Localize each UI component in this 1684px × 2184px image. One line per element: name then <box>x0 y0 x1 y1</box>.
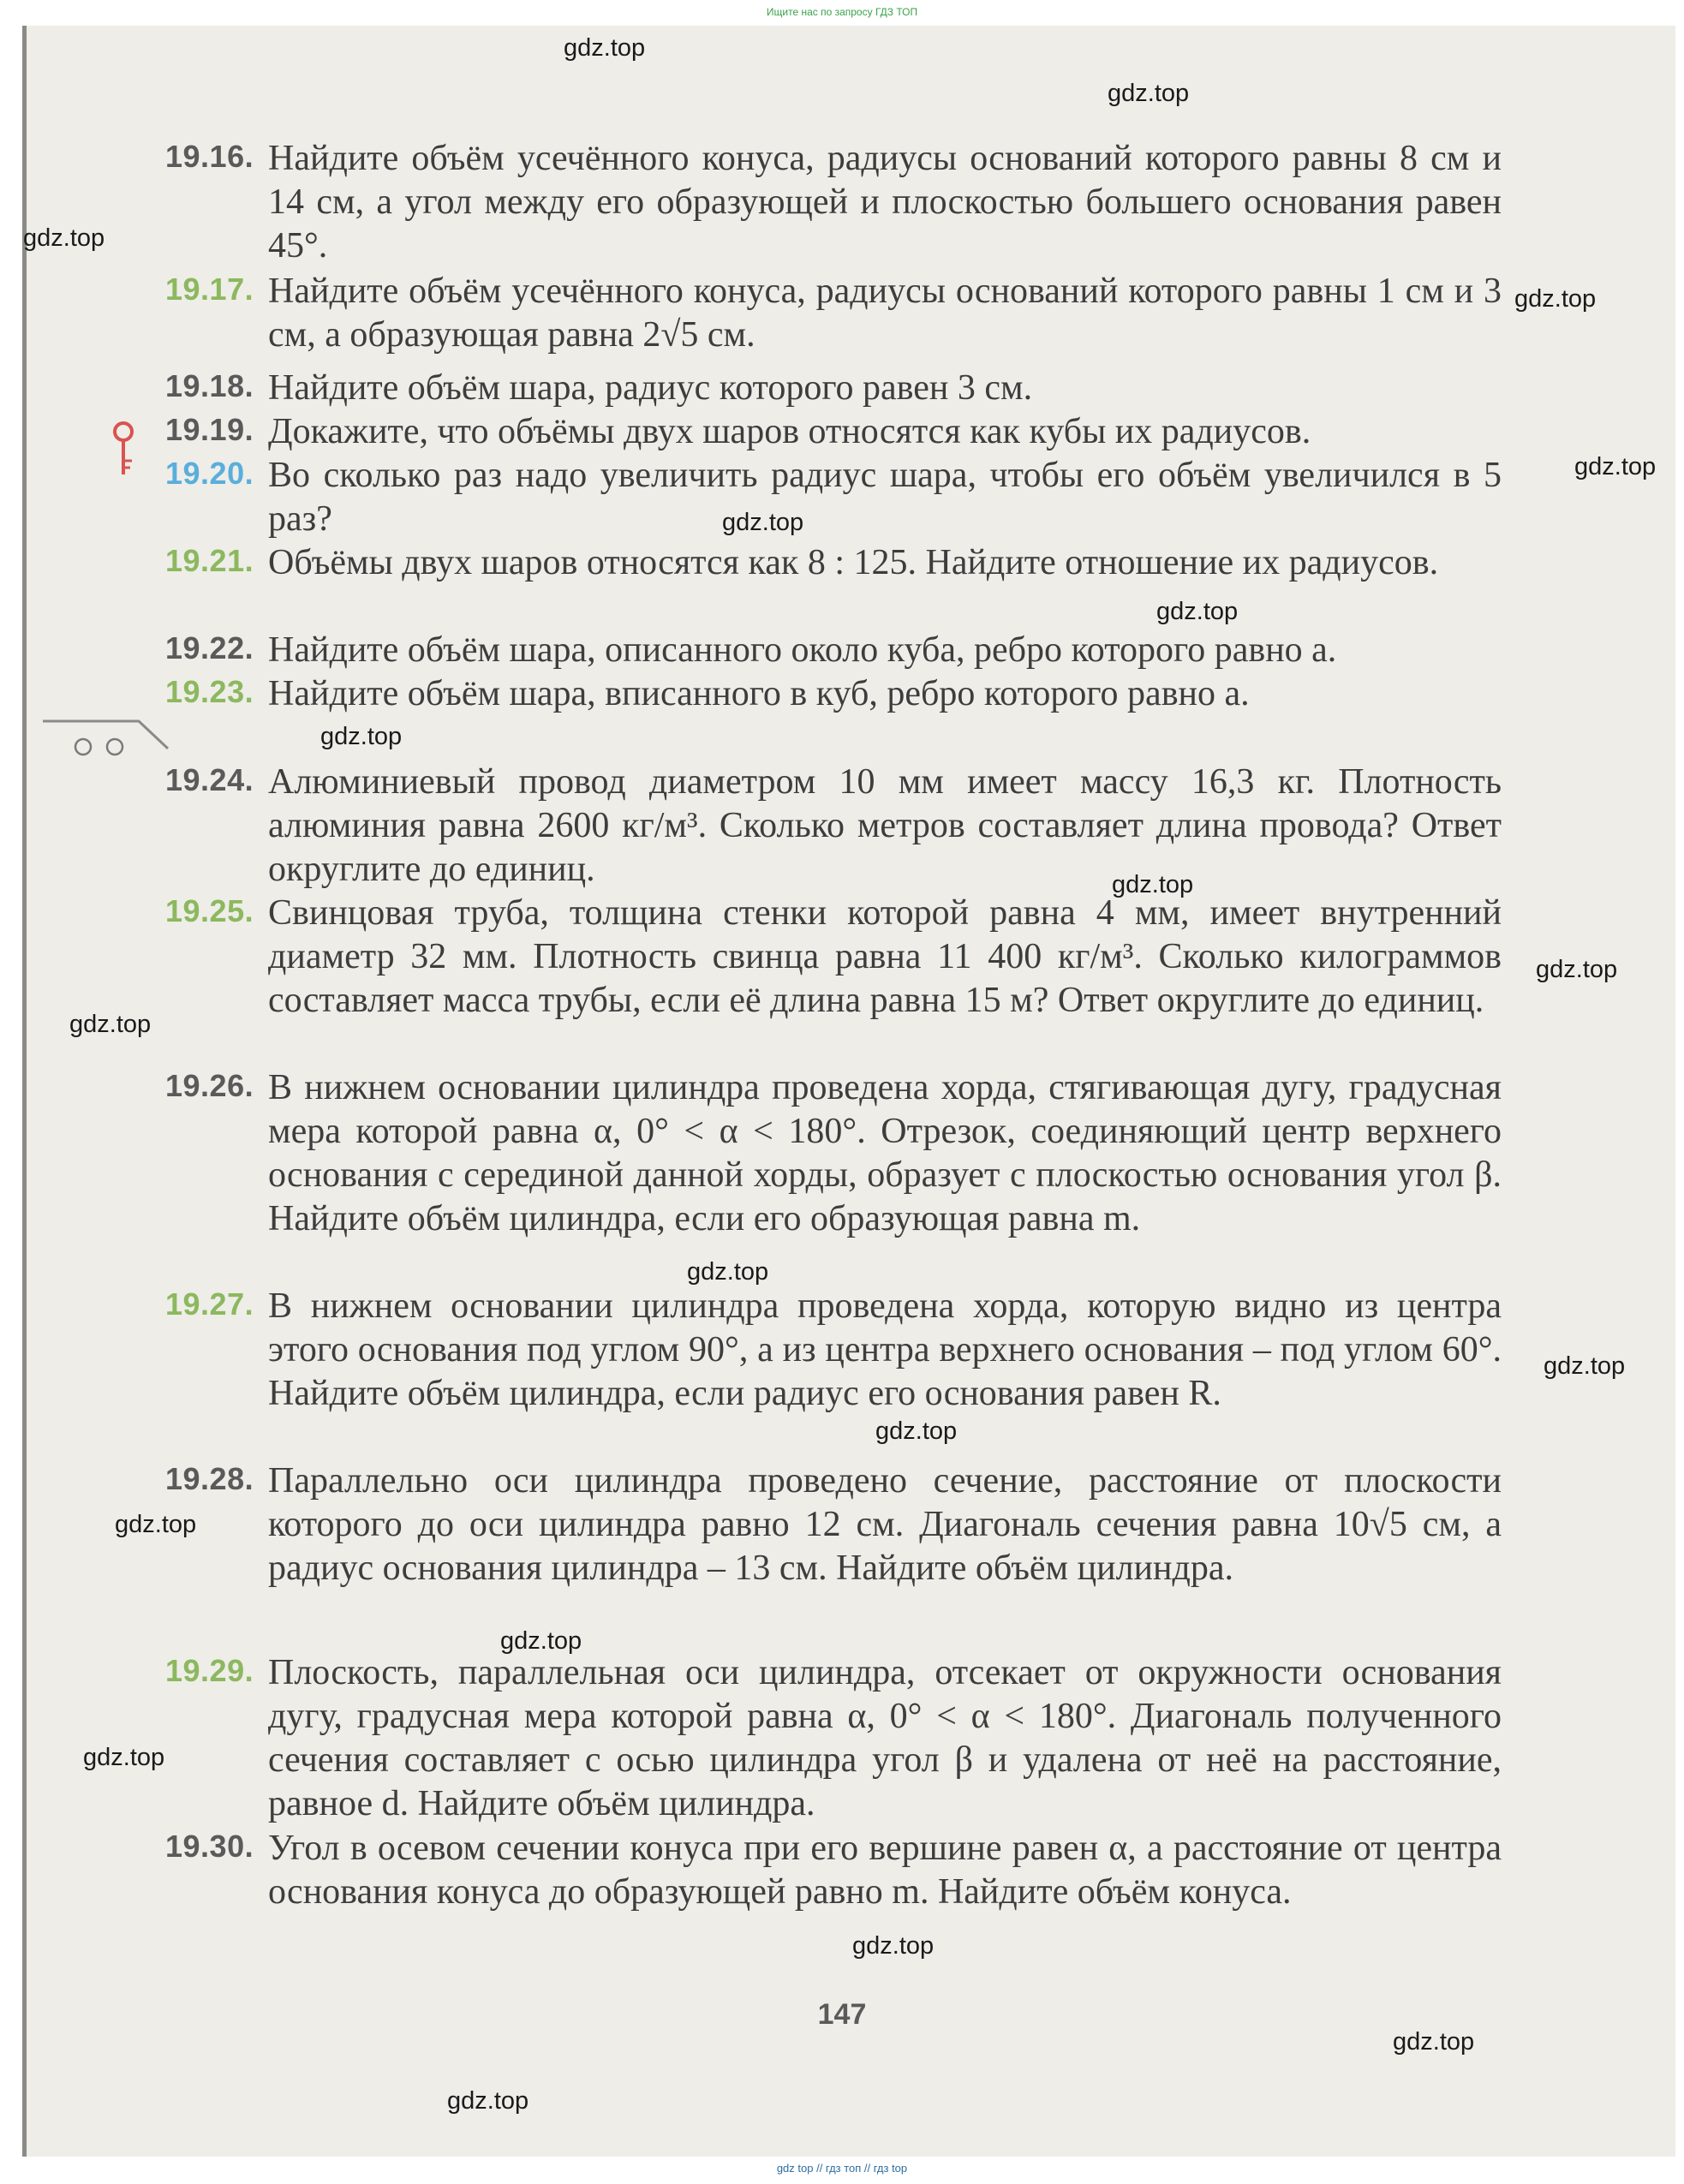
problem-number: 19.29. <box>165 1653 254 1688</box>
problem-number: 19.25. <box>165 893 254 928</box>
watermark: gdz.top <box>23 224 105 252</box>
problem-19-26 <box>165 1066 1502 1241</box>
problem-number: 19.22. <box>165 630 254 665</box>
problem-text: Найдите объём шара, описанного около куба, ребро которого равно a. <box>268 630 1337 670</box>
watermark: gdz.top <box>1156 598 1239 625</box>
watermark: gdz.top <box>722 509 804 536</box>
footer-note: gdz top // гдз топ // гдз top <box>776 2162 908 2175</box>
watermark: gdz.top <box>875 1417 958 1445</box>
problem-number: 19.20. <box>165 456 254 491</box>
problem-number: 19.28. <box>165 1461 254 1496</box>
problem-text: Параллельно оси цилиндра проведено сечение, расстояние от плоскости которого до оси цилиндра равно 12 см. Диагональ сечения равна 10√5 см, а радиус основания цилиндра – 13 см. Найдите объём цилиндра. <box>268 1461 1502 1588</box>
watermark: gdz.top <box>320 723 403 750</box>
level-divider-icon <box>43 718 180 761</box>
problem-text: Угол в осевом сечении конуса при его вершине равен α, а расстояние от центра основания конуса до образующей равно m. Найдите объём конуса. <box>268 1829 1502 1912</box>
problem-19-29 <box>165 1651 1502 1826</box>
problem-19-19 <box>165 410 1502 454</box>
watermark: gdz.top <box>1514 285 1597 313</box>
problem-text: Алюминиевый провод диаметром 10 мм имеет массу 16,3 кг. Плотность алюминия равна 2600 кг/м³. Сколько метров составляет длина провода? Ответ округлите до единиц. <box>268 762 1502 889</box>
problem-text: Плоскость, параллельная оси цилиндра, отсекает от окружности основания дугу, градусная мера которой равна α, 0° < α < 180°. Диагональ полученного сечения составляет с осью цилиндра угол β и удалена от неё на расстояние, равное d. Найдите объём цилиндра. <box>268 1653 1502 1823</box>
problem-number: 19.30. <box>165 1829 254 1864</box>
problem-text: Найдите объём шара, радиус которого равен 3 см. <box>268 368 1033 408</box>
watermark: gdz.top <box>687 1258 769 1286</box>
problem-text: Свинцовая труба, толщина стенки которой равна 4 мм, имеет внутренний диаметр 32 мм. Плотность свинца равна 11 400 кг/м³. Сколько килограммов составляет масса трубы, если её длина равна 15 м? Ответ округлите до единиц. <box>268 893 1502 1020</box>
watermark: gdz.top <box>1112 871 1194 898</box>
problem-text: Объёмы двух шаров относятся как 8 : 125. Найдите отношение их радиусов. <box>268 543 1439 582</box>
problem-number: 19.21. <box>165 543 254 578</box>
problem-19-18 <box>165 367 1502 410</box>
problem-text: В нижнем основании цилиндра проведена хорда, которую видно из центра этого основания под углом 90°, а из центра верхнего основания – под углом 60°. Найдите объём цилиндра, если радиус его основания равен R. <box>268 1286 1502 1413</box>
problem-19-25 <box>165 892 1502 1023</box>
problem-number: 19.17. <box>165 272 254 307</box>
key-icon <box>110 420 140 480</box>
problem-number: 19.24. <box>165 762 254 797</box>
problem-number: 19.19. <box>165 412 254 447</box>
problem-number: 19.16. <box>165 139 254 174</box>
problem-number: 19.18. <box>165 368 254 403</box>
watermark: gdz.top <box>500 1627 582 1655</box>
problem-text: В нижнем основании цилиндра проведена хорда, стягивающая дугу, градусная мера которой равна α, 0° < α < 180°. Отрезок, соединяющий центр верхнего основания с серединой данной хорды, образует с плоскостью основания угол β. Найдите объём цилиндра, если его образующая равна m. <box>268 1068 1502 1238</box>
problem-19-23 <box>165 672 1502 716</box>
problem-19-27 <box>165 1285 1502 1416</box>
page-number: 147 <box>817 1998 867 2031</box>
problem-19-22 <box>165 629 1502 672</box>
problem-number: 19.23. <box>165 674 254 709</box>
watermark: gdz.top <box>447 2087 529 2115</box>
problem-text: Найдите объём шара, вписанного в куб, ребро которого равно a. <box>268 674 1250 713</box>
watermark: gdz.top <box>69 1011 152 1038</box>
problem-text: Докажите, что объёмы двух шаров относятся как кубы их радиусов. <box>268 412 1311 451</box>
header-note: Ищите нас по запросу ГДЗ ТОП <box>766 6 918 18</box>
problem-number: 19.26. <box>165 1068 254 1103</box>
watermark: gdz.top <box>1574 453 1657 480</box>
watermark: gdz.top <box>115 1511 197 1538</box>
problem-text: Найдите объём усечённого конуса, радиусы оснований которого равны 1 см и 3 см, а образующая равна 2√5 см. <box>268 272 1502 355</box>
problem-19-28 <box>165 1459 1502 1590</box>
problem-text: Найдите объём усечённого конуса, радиусы оснований которого равны 8 см и 14 см, а угол между его образующей и плоскостью большего основания равен 45°. <box>268 139 1502 266</box>
watermark: gdz.top <box>1536 956 1618 983</box>
watermark: gdz.top <box>83 1744 165 1771</box>
problem-number: 19.27. <box>165 1286 254 1322</box>
problem-19-17 <box>165 270 1502 357</box>
problem-19-21 <box>165 541 1502 585</box>
problem-19-24 <box>165 761 1502 892</box>
problem-19-30 <box>165 1827 1502 1914</box>
watermark: gdz.top <box>1393 2028 1475 2056</box>
watermark: gdz.top <box>1544 1352 1626 1380</box>
watermark: gdz.top <box>1108 80 1190 107</box>
watermark: gdz.top <box>852 1932 935 1960</box>
problem-text: Во сколько раз надо увеличить радиус шара, чтобы его объём увеличился в 5 раз? <box>268 456 1502 539</box>
problem-19-16 <box>165 137 1502 268</box>
problem-19-20 <box>165 454 1502 541</box>
watermark: gdz.top <box>564 34 646 62</box>
